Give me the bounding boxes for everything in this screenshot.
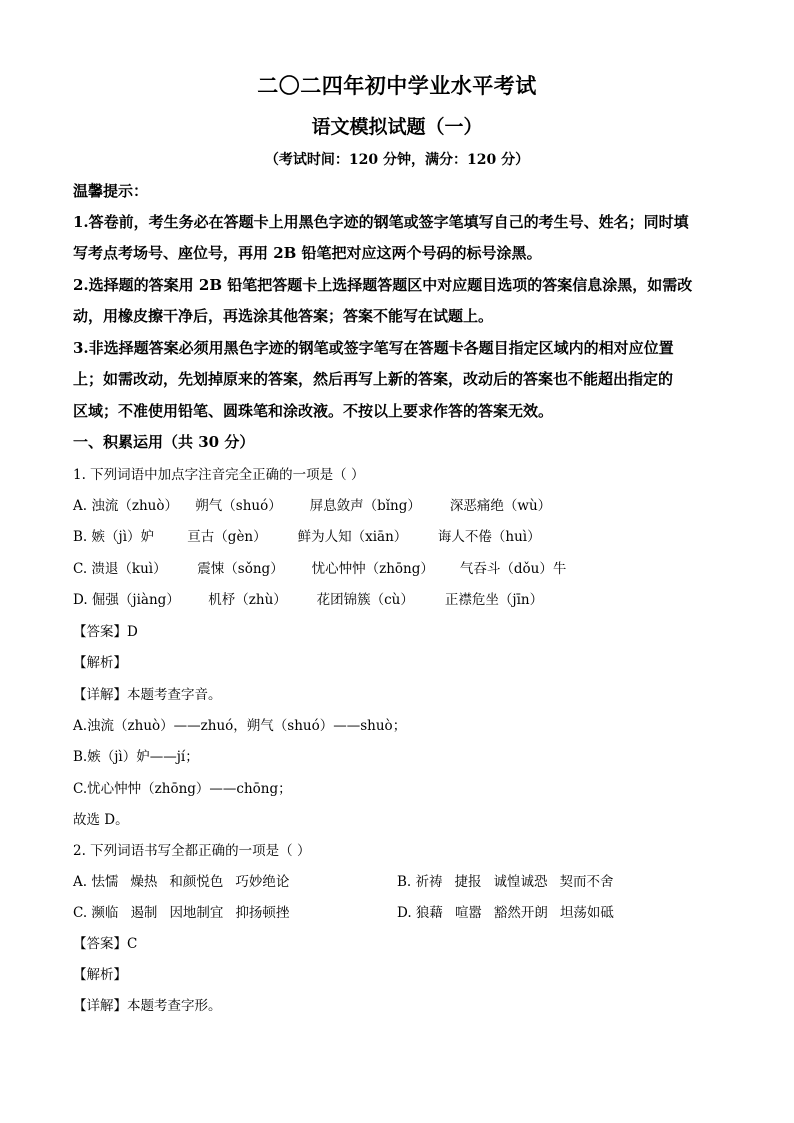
answer-label: 【答案】D — [73, 624, 138, 640]
question-stem: 1. 下列词语中加点字注音完全正确的一项是（ ） — [73, 467, 365, 483]
option-word: 朔气（shuó） — [195, 498, 282, 514]
option-word: 和颜悦色 — [169, 874, 224, 890]
option-word: 契而不舍 — [559, 874, 614, 890]
option-row-c — [73, 901, 301, 921]
option-word: 正襟危坐（jīn） — [444, 592, 544, 608]
detail-line: 故选 D。 — [73, 812, 129, 828]
option-label: B. 祈祷 — [397, 874, 443, 890]
option-row-d — [73, 588, 543, 608]
detail-text: 【详解】本题考查字音。 — [73, 687, 222, 703]
option-word: 遏制 — [130, 905, 158, 921]
tips-line: 2.选择题的答案用 2B 铅笔把答题卡上选择题答题区中对应题目选项的答案信息涂黑，如需改 — [73, 276, 693, 294]
page-title: 二〇二四年初中学业水平考试 — [257, 73, 537, 98]
option-word: 深恶痛绝（wù） — [449, 498, 552, 514]
option-row-b — [73, 525, 541, 545]
option-word: 喧嚣 — [454, 905, 482, 921]
option-word: 燥热 — [130, 874, 158, 890]
option-row-a — [73, 494, 551, 514]
option-word: 花团锦簇（cù） — [316, 592, 414, 608]
option-word: 气吞斗（dǒu）牛 — [459, 561, 567, 577]
tips-line: 上；如需改动，先划掉原来的答案，然后再写上新的答案，改动后的答案也不能超出指定的 — [73, 370, 674, 388]
exam-info: （考试时间：120 分钟，满分：120 分） — [264, 152, 530, 168]
detail-text: 【详解】本题考查字形。 — [73, 998, 222, 1014]
detail-line: B.嫉（jì）妒——jí； — [73, 749, 199, 765]
option-word: 因地制宜 — [169, 905, 224, 921]
tips-line: 3.非选择题答案必须用黑色字迹的钢笔或签字笔写在答题卡各题目指定区域内的相对应位置 — [73, 339, 674, 357]
option-row-a — [73, 870, 301, 890]
option-row-b — [397, 870, 626, 890]
analysis-label: 【解析】 — [73, 655, 127, 671]
option-label: D. 狼藉 — [397, 905, 443, 921]
page-subtitle: 语文模拟试题（一） — [311, 116, 483, 138]
option-word: A. 浊流（zhuò） — [73, 498, 178, 514]
option-word: 机杼（zhù） — [208, 592, 287, 608]
tips-line: 写考点考场号、座位号，再用 2B 铅笔把对应这两个号码的标号涂黑。 — [73, 244, 542, 262]
detail-line: A.浊流（zhuò）——zhuó，朔气（shuó）——shuò； — [73, 718, 407, 734]
analysis-label: 【解析】 — [73, 967, 127, 983]
option-word: 屏息敛声（bǐng） — [309, 498, 421, 514]
option-word: 抑扬顿挫 — [235, 905, 290, 921]
option-word: 坦荡如砥 — [559, 905, 614, 921]
tips-heading: 温馨提示： — [73, 182, 149, 200]
option-word: B. 嫉（jì）妒 — [73, 529, 155, 545]
option-label: A. 怯懦 — [73, 874, 119, 890]
option-word: 豁然开朗 — [493, 905, 548, 921]
option-word: 巧妙绝论 — [235, 874, 290, 890]
option-row-c — [73, 557, 566, 577]
option-word: 鲜为人知（xiān） — [297, 529, 408, 545]
option-word: 震悚（sǒng） — [197, 561, 284, 577]
option-label: C. 濒临 — [73, 905, 119, 921]
answer-label: 【答案】C — [73, 936, 138, 952]
section-heading: 一、积累运用（共 30 分） — [73, 433, 255, 451]
option-word: 诚惶诚恐 — [493, 874, 548, 890]
tips-line: 1.答卷前，考生务必在答题卡上用黑色字迹的钢笔或签字笔填写自己的考生号、姓名；同时填 — [73, 213, 689, 231]
option-word: 亘古（gèn） — [187, 529, 267, 545]
detail-line: C.忧心忡忡（zhōng）——chōng； — [73, 781, 292, 797]
option-word: 忧心忡忡（zhōng） — [311, 561, 434, 577]
option-word: D. 倔强（jiàng） — [73, 592, 180, 608]
option-word: 诲人不倦（huì） — [437, 529, 541, 545]
question-stem: 2. 下列词语书写全都正确的一项是（ ） — [73, 843, 311, 859]
option-word: C. 溃退（kuì） — [73, 561, 167, 577]
option-word: 捷报 — [454, 874, 482, 890]
tips-line: 区域；不准使用铅笔、圆珠笔和涂改液。不按以上要求作答的答案无效。 — [73, 402, 554, 420]
option-row-d — [397, 901, 626, 921]
tips-line: 动，用橡皮擦干净后，再选涂其他答案；答案不能写在试题上。 — [73, 307, 494, 325]
